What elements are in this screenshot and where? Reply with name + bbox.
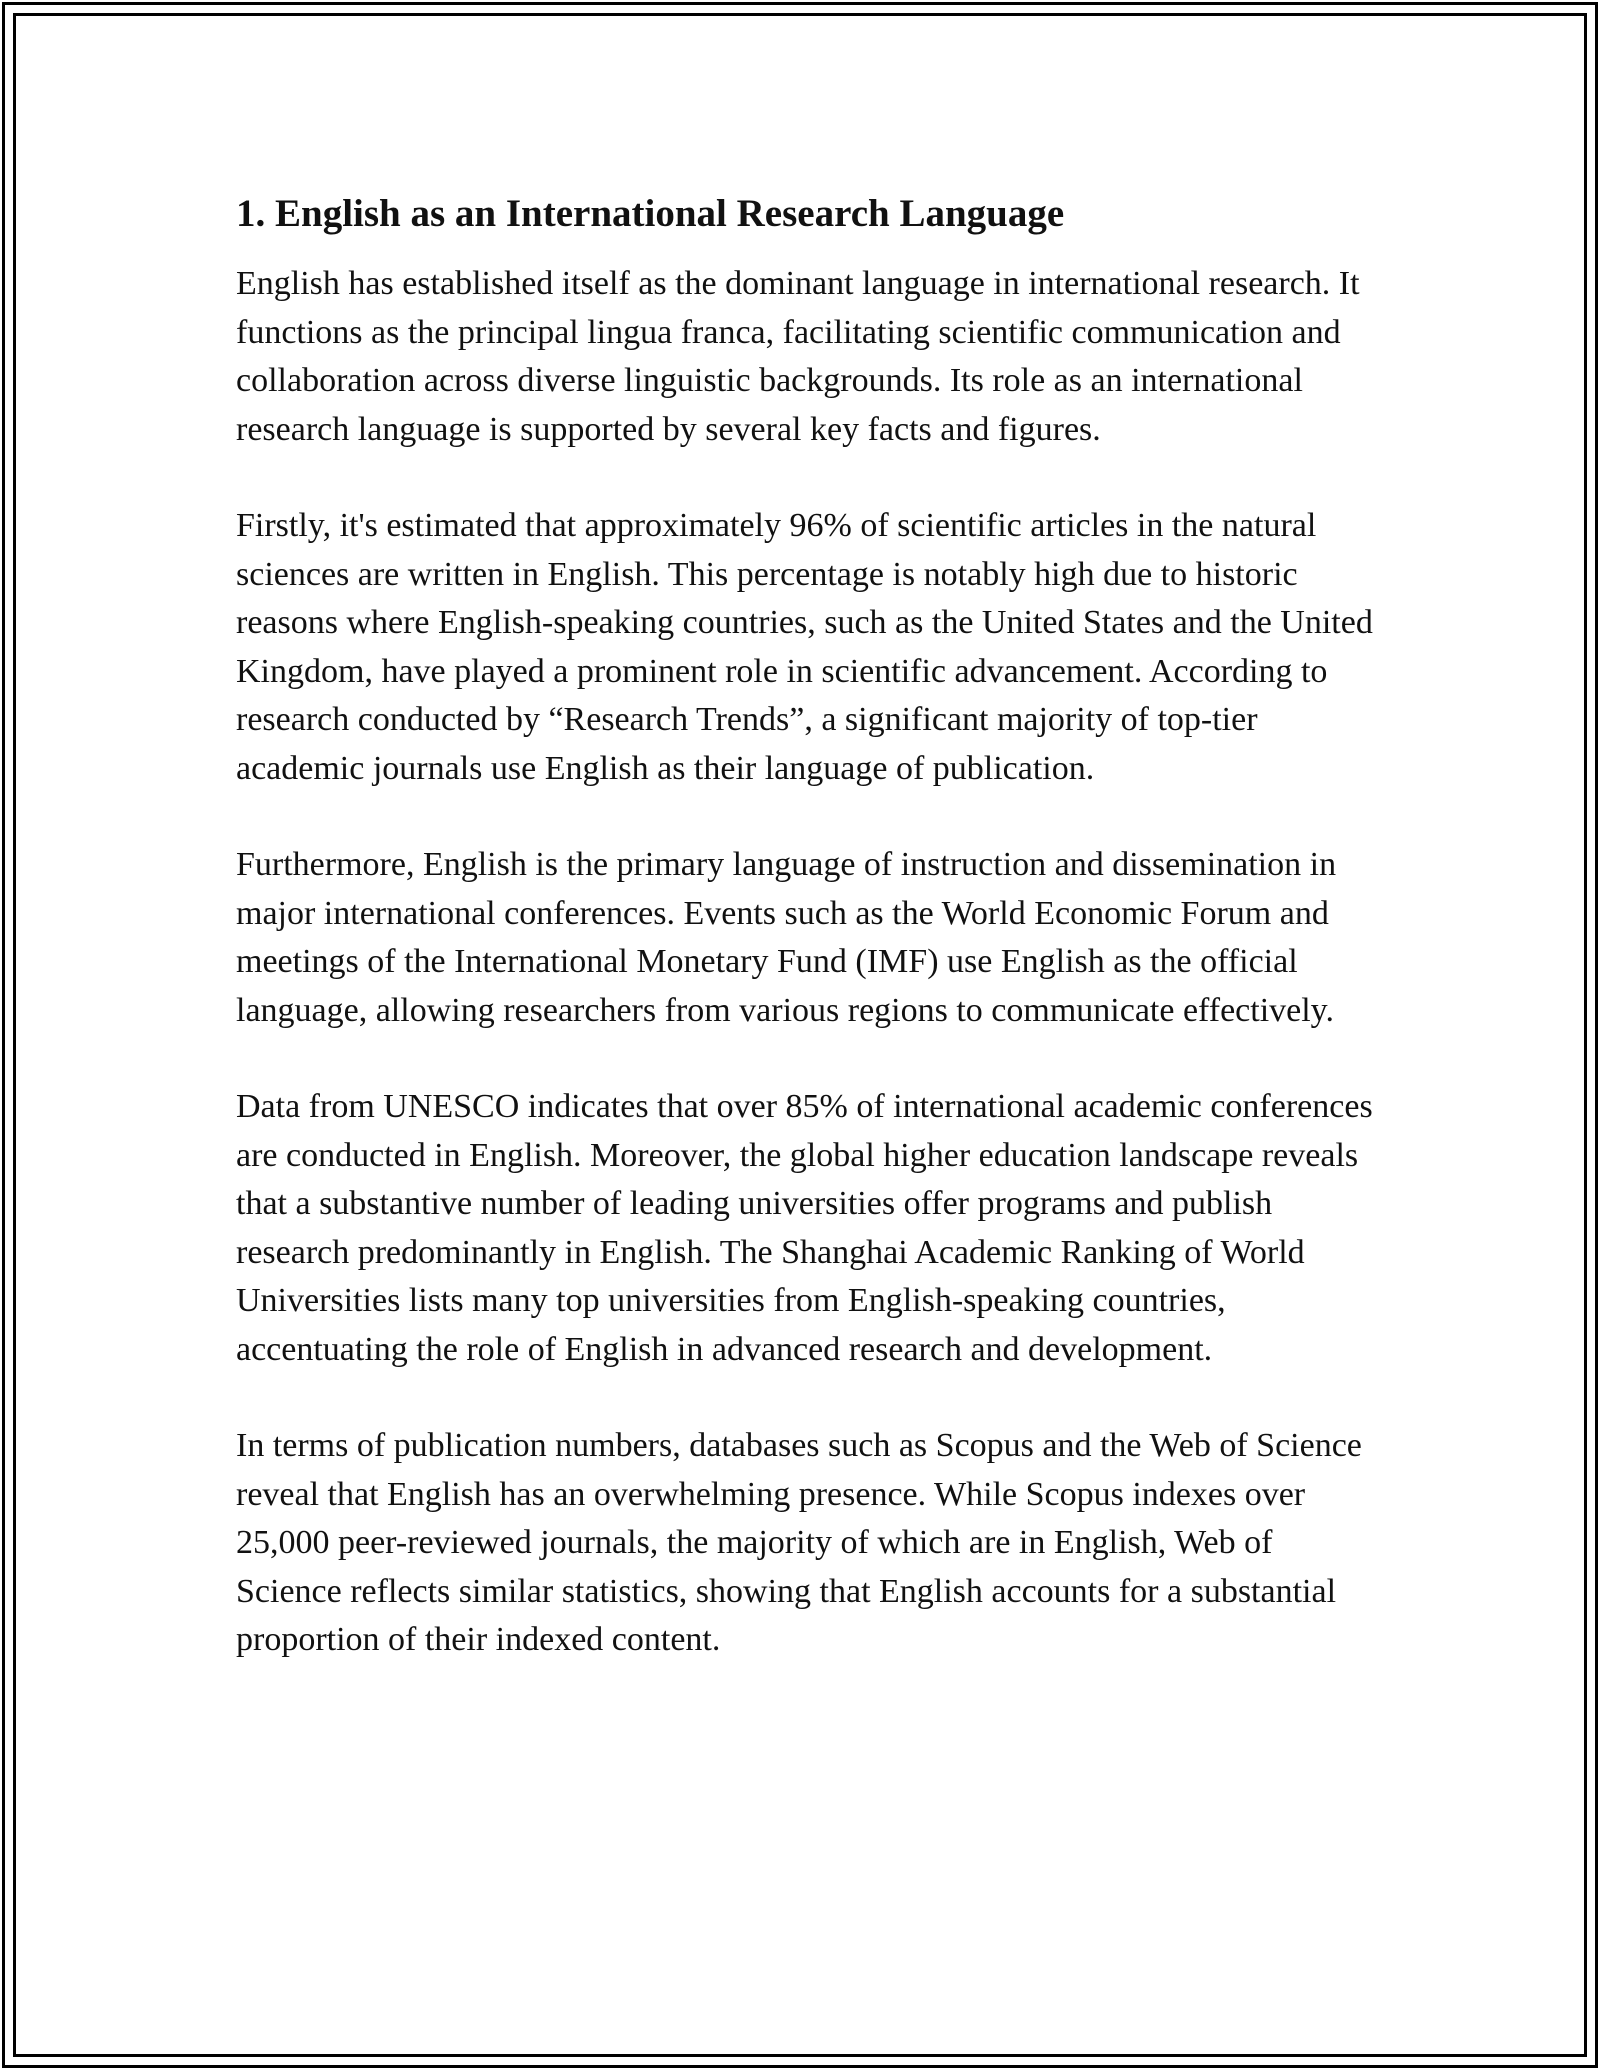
paragraph-intro: English has established itself as the dominant language in international research. It functions as the principal lingua franca, facilitating scientific communication and collaboration across diverse linguistic backgrounds. Its role as an international research language is supported by several key facts and figures. bbox=[236, 265, 1360, 448]
paragraph-conferences: Furthermore, English is the primary language of instruction and dissemination in major international conferences. Events such as the World Economic Forum and meetings of the International Monetary Fund (IMF) use English as the official language, allowing researchers from various regions to communicate effectively. bbox=[236, 846, 1337, 1029]
paragraph-scientific-articles: Firstly, it's estimated that approximately 96% of scientific articles in the natural sciences are written in English. This percentage is notably high due to historic reasons where English-speaking countries, such as the United States and the United Kingdom, have played a prominent role in scientific advancement. According to research conducted by “Research Trends”, a significant majority of top-tier academic journals use English as their language of publication. bbox=[236, 507, 1373, 787]
document-body bbox=[236, 190, 1376, 1713]
paragraph-publication-numbers: In terms of publication numbers, databases such as Scopus and the Web of Science reveal that English has an overwhelming presence. While Scopus indexes over 25,000 peer-reviewed journals, the majority of which are in English, Web of Science reflects similar statistics, showing that English accounts for a substantial proportion of their indexed content. bbox=[236, 1427, 1362, 1658]
paragraph-unesco-data: Data from UNESCO indicates that over 85% of international academic conferences are conducted in English. Moreover, the global higher education landscape reveals that a substantive number of leading universities offer programs and publish research predominantly in English. The Shanghai Academic Ranking of World Universities lists many top universities from English-speaking countries, accentuating the role of English in advanced research and development. bbox=[236, 1088, 1373, 1368]
section-heading: 1. English as an International Research Language bbox=[236, 192, 1065, 235]
